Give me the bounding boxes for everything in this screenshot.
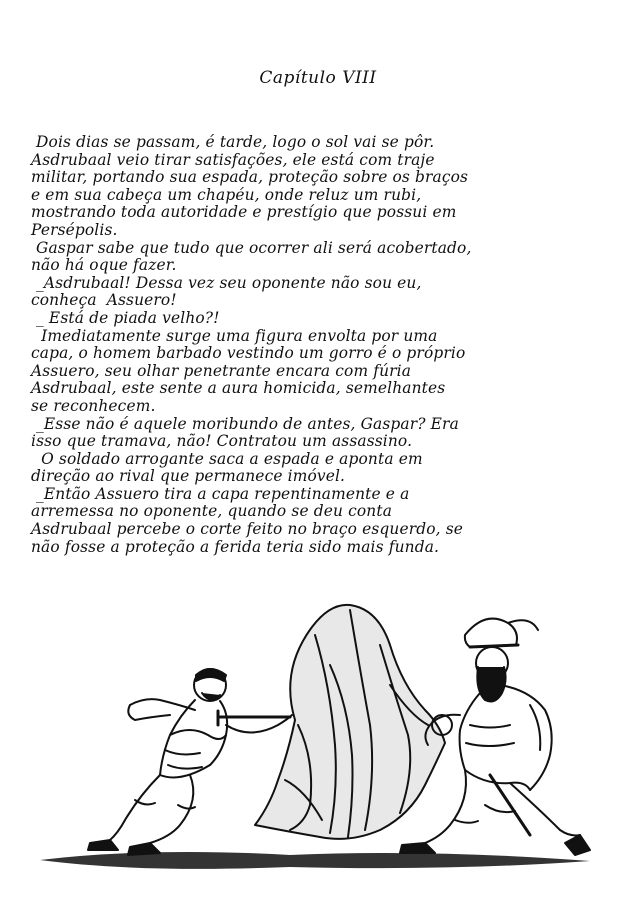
duel-illustration-drawing [30, 575, 610, 875]
chapter-body-text [31, 134, 611, 556]
text-line: Asdrubaal veio tirar satisfações, ele está com traje [31, 150, 435, 169]
text-line: Gaspar sabe que tudo que ocorrer ali será acobertado, [31, 238, 472, 257]
text-line: não há oque fazer. [31, 256, 177, 275]
duel-illustration [30, 575, 610, 875]
text-line: _Esse não é aquele moribundo de antes, Gaspar? Era [31, 414, 459, 433]
text-line: mostrando toda autoridade e prestígio que possui em [31, 203, 457, 222]
text-line: Asdrubaal percebe o corte feito no braço esquerdo, se [31, 520, 464, 539]
text-line: direção ao rival que permanece imóvel. [31, 467, 346, 486]
text-line: Assuero, seu olhar penetrante encara com fúria [31, 361, 412, 380]
chapter-title: Capítulo VIII [259, 68, 377, 88]
text-line: Dois dias se passam, é tarde, logo o sol vai se pôr. [31, 133, 435, 151]
text-line: não fosse a proteção a ferida teria sido mais funda. [31, 537, 440, 556]
text-line: capa, o homem barbado vestindo um gorro é o próprio [31, 344, 466, 363]
text-line: se reconhecem. [31, 396, 156, 415]
text-line: _ Está de piada velho?! [31, 308, 220, 327]
text-line: Imediatamente surge uma figura envolta por uma [31, 326, 438, 345]
text-line: Persépolis. [31, 220, 118, 239]
text-line: isso que tramava, não! Contratou um assassino. [31, 432, 413, 451]
text-line: _Então Assuero tira a capa repentinamente e a [31, 484, 410, 503]
text-line: militar, portando sua espada, proteção sobre os braços [31, 168, 469, 187]
text-line: arremessa no oponente, quando se deu conta [31, 502, 393, 521]
text-line: Asdrubaal, este sente a aura homicida, semelhantes [31, 379, 446, 398]
text-line: O soldado arrogante saca a espada e aponta em [31, 449, 423, 468]
text-line: _Asdrubaal! Dessa vez seu oponente não sou eu, [31, 273, 422, 292]
text-line: e em sua cabeça um chapéu, onde reluz um rubi, [31, 185, 422, 204]
text-line: conheça Assuero! [31, 291, 177, 310]
ground-shadow [40, 852, 590, 869]
